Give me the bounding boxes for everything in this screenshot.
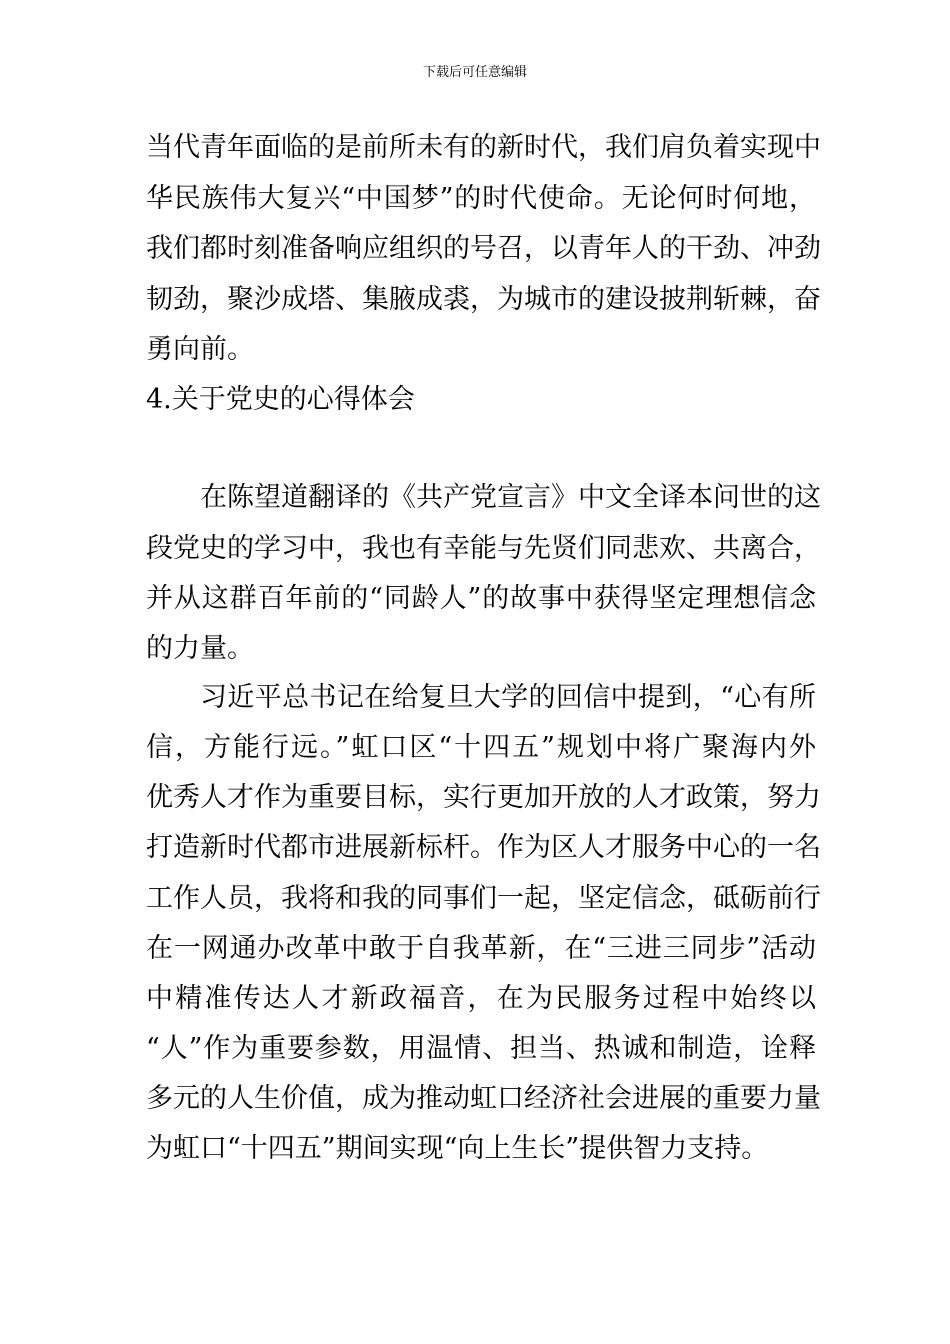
paragraph-2-line: 并从这群百年前的“同龄人”的故事中获得坚定理想信念 [146,583,816,614]
page-header: 下载后可任意编辑 [422,65,527,80]
paragraph-1-line: 华民族伟大复兴“中国梦”的时代使命。无论何时何地， [146,183,816,214]
paragraph-1-line: 勇向前。 [146,334,254,365]
paragraph-3-line: 为虹口“十四五”期间实现“向上生长”提供智力支持。 [146,1133,769,1164]
paragraph-1-line: 韧劲，聚沙成塔、集腋成裘，为城市的建设披荆斩棘，奋 [146,284,821,315]
paragraph-3-line: 在一网通办改革中敢于自我革新，在“三进三同步”活动 [146,933,816,964]
paragraph-2-line: 在陈望道翻译的《共产党宣言》中文全译本问世的这 [200,482,821,513]
section-heading: 4.关于党史的心得体会 [146,384,415,415]
paragraph-1-line: 我们都时刻准备响应组织的号召，以青年人的干劲、冲劲 [146,233,821,264]
paragraph-3-line: 中精准传达人才新政福音，在为民服务过程中始终以 [146,983,816,1014]
paragraph-2-line: 的力量。 [146,633,254,664]
paragraph-3-line: “人”作为重要参数，用温情、担当、热诚和制造，诠释 [146,1033,816,1064]
paragraph-3-line: 工作人员，我将和我的同事们一起，坚定信念，砥砺前行 [146,883,821,914]
paragraph-3-line: 习近平总书记在给复旦大学的回信中提到，“心有所 [200,682,816,713]
paragraph-1-line: 当代青年面临的是前所未有的新时代，我们肩负着实现中 [146,132,821,163]
paragraph-3-line: 打造新时代都市进展新标杆。作为区人才服务中心的一名 [146,832,821,863]
paragraph-3-line: 多元的人生价值，成为推动虹口经济社会进展的重要力量 [146,1083,821,1114]
paragraph-2-line: 段党史的学习中，我也有幸能与先贤们同悲欢、共离合， [146,533,821,564]
paragraph-3-line: 信，方能行远。”虹口区“十四五”规划中将广聚海内外 [146,732,816,763]
paragraph-3-line: 优秀人才作为重要目标，实行更加开放的人才政策，努力 [146,782,821,813]
